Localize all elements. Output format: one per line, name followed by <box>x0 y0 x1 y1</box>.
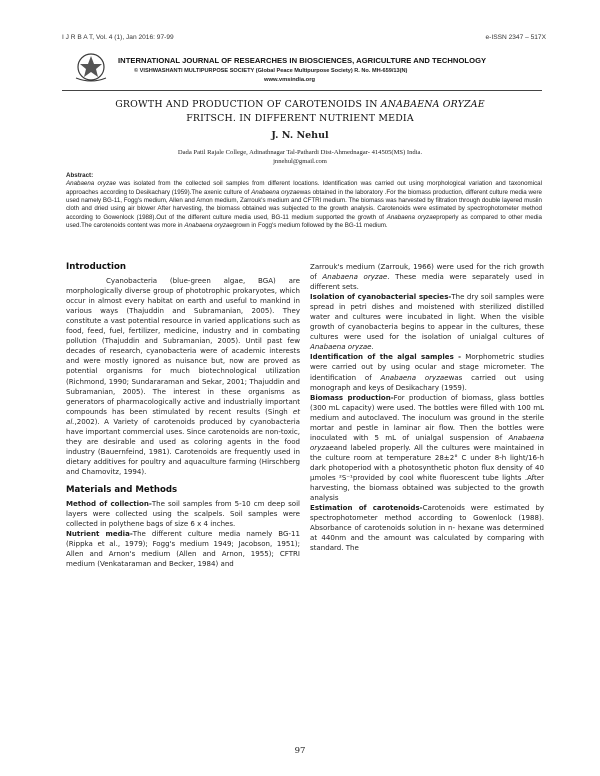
abstract-heading: Abstract: <box>66 172 94 179</box>
media-continued-paragraph <box>310 262 544 292</box>
paragraph-text: Carotenoids were estimated by spectrophotometer method according to Gowenlock (1988). Absorbance of carotenoids solution in n- hexane was determined at 440nm and the amount was calculated by comparing with standard. The <box>310 503 544 553</box>
species-name: Anabaena oryzae. <box>310 342 374 352</box>
paragraph-label: Method of collection- <box>66 499 152 509</box>
journal-website[interactable]: www.vmsindia.org <box>264 77 316 83</box>
author-affiliation <box>0 148 600 166</box>
paragraph-text: . These media were separately used in different sets. <box>310 272 544 292</box>
paragraph-text: For production of biomass, glass bottles (300 mL capacity) were used. The bottles were filled with 100 mL medium and autoclaved. The inoculum was ground in the sterile mortar and pestle in laminar air flow. Then the bottles were inoculated with 5 mL of unialgal suspension of <box>310 392 545 442</box>
species-name: Anabaena oryzae <box>322 272 388 282</box>
intro-etal: et al. <box>66 406 300 426</box>
abstract-text: was obtained in the laboratory .For the biomass production, different culture media were used namely BG-11, Fogg's medium, Allen and Arnon medium, Zarrouk's medium and CFTRI medium. The biomass was harvested by filtration through double layered muslin cloth and dried using air blower After harvesting, the biomass obtained was subjected to the growth analysis. Carotenoids were estimated by spectrophotometer method according to Gowenlock (1988).Out of the different culture media used, BG-11 medium supported the growth of <box>66 188 542 221</box>
abstract-text: grown in Fogg's medium followed by the BG-11 medium. <box>232 222 388 230</box>
abstract-species: Anabaena oryzae <box>66 180 117 188</box>
abstract-species: Anabaena oryzae <box>386 213 437 221</box>
paragraph-text: Zarrouk's medium (Zarrouk, 1966) were used for the rich growth of <box>310 262 544 282</box>
abstract-species: Anabaena oryzae <box>184 222 233 230</box>
introduction-heading: Introduction <box>66 262 127 272</box>
title-line2: FRITSCH. IN DIFFERENT NUTRIENT MEDIA <box>186 112 414 124</box>
journal-publisher: © VISHWASHANTI MULTIPURPOSE SOCIETY (Global Peace Multipurpose Society) R. No. MH-659/13(N) <box>134 68 408 74</box>
paragraph-label: Estimation of carotenoids- <box>310 503 423 513</box>
paragraph-text: The different culture media namely BG-11 (Rippka et al., 1979); Fogg's medium 1949; Jacobson, 1951); Allen and Arnon's medium (Allen and Arnon, 1955); CFTRI medium (Venkataraman and Becker, 1984) and <box>66 529 300 569</box>
abstract-body <box>66 180 542 230</box>
paragraph-label: Identification of the algal samples - <box>310 352 462 362</box>
species-name: Anabaena oryzae <box>380 372 449 382</box>
journal-masthead <box>118 56 538 83</box>
running-header-citation: I J R B A T, Vol. 4 (1), Jan 2016: 97-99 <box>62 34 174 41</box>
society-logo-icon <box>72 52 110 82</box>
left-column <box>66 262 300 569</box>
paragraph-text: was carried out using monograph and keys of Desikachary (1959). <box>310 372 544 392</box>
intro-text: Cyanobacteria (blue-green algae, BGA) are morphologically diverse group of phototrophic prokaryotes, which occur in almost every habitat on earth and useful to mankind in various ways (Thajuddin and Subramanian, 2005). They constitute a vast potential resource in varied applications such as food, feed, fuel, fertilizer, medicine, industry and in combating pollution (Thajuddin and Subramanian, 2005). Until past few decades of research, cyanobacteria were of academic interests and were mostly ignored as nuisance but, now are proved as potential organisms for much biotechnological utilization (Richmond, 1990; Sundararaman and Sekar, 2001; Thajuddin and Subramanian, 2005). The interest in these organisms as generators of pharmacologically active and industrially important compounds has been stimulated by recent results (Singh <box>66 276 300 416</box>
nutrient-media-paragraph <box>66 529 300 569</box>
author-email[interactable]: jnnehul@gmail.com <box>273 158 327 165</box>
paragraph-text: The soil samples from 5-10 cm deep soil layers were collected using the scalpels. Soil samples were collected in polythene bags of size 6 x 4 inches. <box>66 499 301 529</box>
paragraph-label: Isolation of cyanobacterial species- <box>310 292 452 302</box>
abstract-text: was isolated from the collected soil samples from different locations. Identification was carried out using morphological variation and taxonomical approaches according to Desikachary (1959).The axenic culture of <box>66 180 542 196</box>
biomass-production-paragraph <box>310 393 544 504</box>
paragraph-text: The dry soil samples were spread in petri dishes and moistened with sterilized distilled water and cultures were incubated in light. When the visible growth of cyanobacteria begins to appear in the cultures, these cultures were used for the isolation of unialgal cultures of <box>310 292 544 342</box>
carotenoid-estimation-paragraph <box>310 503 544 553</box>
paragraph-label: Nutrient media- <box>66 529 133 539</box>
page-number: 97 <box>294 746 306 756</box>
paragraph-text: and labeled properly. All the cultures were maintained in the culture room at temperature 28±2° C under 8-h light/16-h dark photoperiod with a photosynthetic photon flux density of 40 µmoles ²S⁻¹provided by cool white fluorescent tube lights .After harvesting, the biomass obtained was subjected to the growth analysis <box>310 442 544 503</box>
abstract-species: Anabaena oryzae <box>251 188 300 196</box>
introduction-paragraph <box>66 276 300 477</box>
method-of-collection-paragraph <box>66 499 300 529</box>
abstract-text: properly as compared to other media used.The carotenoids content was more in <box>66 213 542 230</box>
paragraph-label: Biomass production- <box>310 392 394 402</box>
species-name: Anabaena oryzae <box>310 432 544 452</box>
title-line1: GROWTH AND PRODUCTION OF CAROTENOIDS IN <box>115 99 378 110</box>
materials-methods-heading: Materials and Methods <box>66 484 178 495</box>
author-name: J. N. Nehul <box>271 130 329 141</box>
paper-title <box>66 98 534 125</box>
masthead-divider <box>62 90 542 91</box>
isolation-paragraph <box>310 292 544 352</box>
identification-paragraph <box>310 352 544 392</box>
title-species: ANABAENA ORYZAE <box>380 99 485 110</box>
running-header-issn: e-ISSN 2347 – 517X <box>485 34 546 41</box>
affiliation-text: Dada Patil Rajale College, Adinathnagar Tal-Pathardi Dist-Ahmednagar- 414505(MS) India. <box>177 149 423 156</box>
abstract <box>66 172 542 230</box>
paragraph-text: Morphometric studies were carried out by using ocular and stage micrometer. The identification of <box>310 352 544 382</box>
journal-name: INTERNATIONAL JOURNAL OF RESEARCHES IN BIOSCIENCES, AGRICULTURE AND TECHNOLOGY <box>118 56 487 65</box>
right-column <box>310 262 544 553</box>
intro-text: ,2002). A Variety of carotenoids produced by cyanobacteria have important commercial uses. Since carotenoids are non-toxic, they are desirable and used as coloring agents in the food industry (Bauernfeind, 1981). Carotenoids are frequently used in dietary additives for poultry and aquaculture farming (Hirschberg and Chamovitz, 1994). <box>66 416 300 476</box>
